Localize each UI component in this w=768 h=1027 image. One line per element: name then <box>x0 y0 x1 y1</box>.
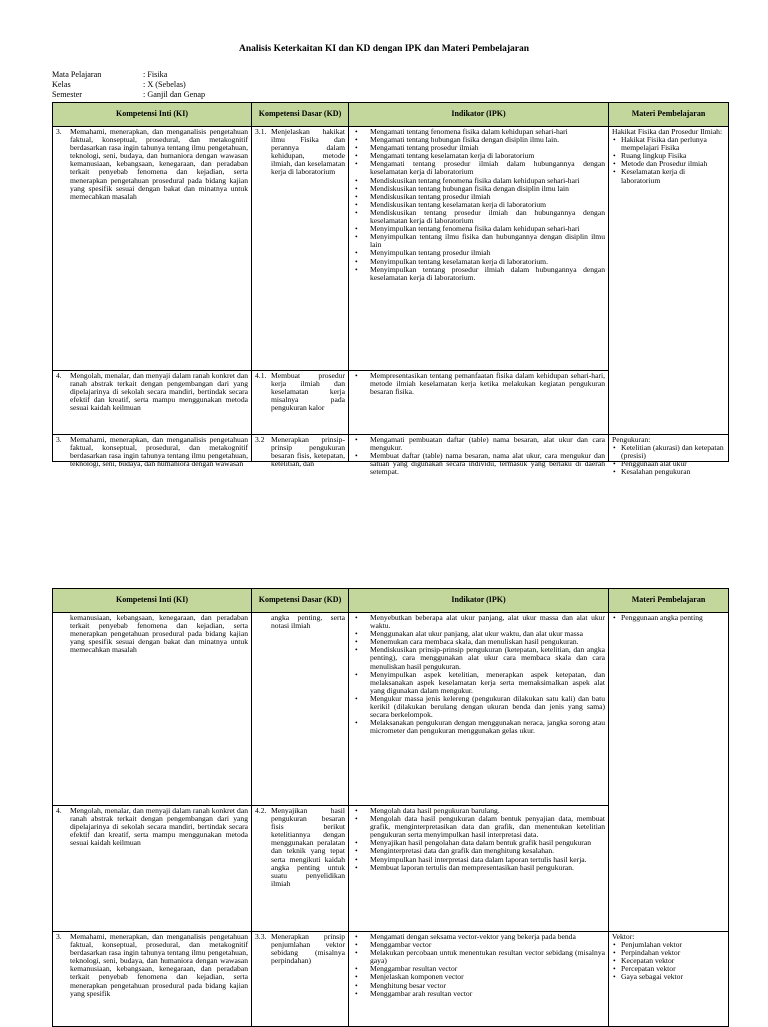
table-row <box>53 613 729 806</box>
list-item: • Penjumlahan vektor <box>612 941 725 949</box>
header-ki: Kompetensi Inti (KI) <box>53 103 252 127</box>
header-materi: Materi Pembelajaran <box>609 103 729 127</box>
kd-text: Membuat prosedur kerja ilmiah dan keselamatan kerja misalnya pada pengukuran kalor <box>271 371 345 413</box>
materi-list <box>612 614 725 622</box>
ipk-list <box>352 128 605 282</box>
ki-cell <box>53 806 252 932</box>
list-item: • Perpindahan vektor <box>612 949 725 957</box>
list-item: • Membuat laporan tertulis dan mempresentasikan hasil pengukuran. <box>352 864 605 872</box>
list-item: • Percepatan vektor <box>612 965 725 973</box>
ki-number: 3. <box>56 435 62 444</box>
table-row <box>53 435 729 462</box>
header-materi: Materi Pembelajaran <box>609 589 729 613</box>
list-item: • Mengamati tentang hubungan fisika dengan disiplin ilmu lain. <box>352 136 605 144</box>
ipk-list <box>352 436 605 476</box>
kd-number: 3.3. <box>255 932 267 941</box>
header-ipk: Indikator (IPK) <box>349 589 609 613</box>
list-item: • Mengamati tentang prosedur ilmiah <box>352 144 605 152</box>
list-item: • Menyimpulkan aspek ketelitian, menerapkan aspek ketepatan, dan melaksanakan aspek keselamatan kerja serta memaksimalkan aspek alat yang digunakan dalam mengukur. <box>352 671 605 695</box>
kd-cell <box>252 127 349 371</box>
meta-label: Mata Pelajaran <box>52 70 102 79</box>
list-item: • Menyimpulkan tentang prosedur ilmiah dalam hubungannya dengan keselamatan kerja di laboratorium. <box>352 266 605 282</box>
list-item: • Penggunaan angka penting <box>612 614 725 622</box>
list-item: • Gaya sebagai vektor <box>612 973 725 981</box>
ki-cell <box>53 435 252 469</box>
ipk-list <box>352 372 605 396</box>
meta-label: Semester <box>52 90 83 99</box>
ki-number: 4. <box>56 806 62 815</box>
list-item: • Mengamati tentang prosedur ilmiah dalam hubungannya dengan keselamatan kerja di laboratorium <box>352 160 605 176</box>
ipk-list <box>352 933 605 998</box>
list-item: • Mendiskusikan tentang prosedur ilmiah <box>352 193 605 201</box>
kd-cell <box>252 613 349 806</box>
kd-number: 3.2 <box>255 435 265 444</box>
list-item: • Menghitung besar vector <box>352 982 605 990</box>
list-item: • Metode dan Prosedur ilmiah <box>612 160 725 168</box>
list-item: • Kecepatan vektor <box>612 957 725 965</box>
list-item: • Mendiskusikan tentang hubungan fisika dengan disiplin ilmu lain <box>352 185 605 193</box>
header-kd: Kompetensi Dasar (KD) <box>252 103 349 127</box>
ki-number: 3. <box>56 127 62 136</box>
list-item: • Ketelitian (akurasi) dan ketepatan (presisi) <box>612 444 725 460</box>
list-item: • Mengolah data hasil pengukuran dalam bentuk penyajian data, membuat grafik, menginterpretasikan data dan grafik, dan menentukan ketelitian pengukuran serta menyimpulkan hasil interpretasi data. <box>352 815 605 839</box>
kd-text: Menyajikan hasil pengukuran besaran fisis berikut ketelitiannya dengan menggunakan peralatan dan teknik yang tepat serta mengikuti kaidah angka penting untuk suatu penyelidikan ilmiah <box>271 806 345 888</box>
ipk-cell <box>349 435 609 477</box>
meta-class <box>52 80 186 89</box>
list-item: • Mengamati tentang keselamatan kerja di laboratorium <box>352 152 605 160</box>
list-item: • Mengamati pembuatan daftar (table) nama besaran, alat ukur dan cara mengukur. <box>352 436 605 452</box>
ki-text: Memahami, menerapkan, dan menganalisis pengetahuan faktual, konseptual, prosedural, dan metakognitif berdasarkan rasa ingin tahunya tentang ilmu pengetahuan, teknologi, seni, budaya, dan humaniora dengan wawasan <box>70 435 248 469</box>
ipk-cell <box>349 613 609 806</box>
list-item: • Melakukan percobaan untuk menentukan resultan vector sebidang (misalnya gaya) <box>352 949 605 965</box>
list-item: • Ruang lingkup Fisika <box>612 152 725 160</box>
ki-cell <box>53 932 252 1027</box>
materi-cell <box>609 127 729 435</box>
ki-cell <box>53 127 252 371</box>
list-item: • Menggunakan alat ukur panjang, alat ukur waktu, dan alat ukur massa <box>352 630 605 638</box>
header-ki: Kompetensi Inti (KI) <box>53 589 252 613</box>
analysis-table-page2 <box>52 588 729 1027</box>
header-ipk: Indikator (IPK) <box>349 103 609 127</box>
list-item: • Menyimpulkan tentang keselamatan kerja di laboratorium. <box>352 258 605 266</box>
kd-number: 4.1. <box>255 371 267 380</box>
list-item: • Menjelaskan komponen vector <box>352 973 605 981</box>
materi-list <box>612 444 725 476</box>
materi-cell <box>609 435 729 477</box>
list-item: • Mendiskusikan tentang prosedur ilmiah dan hubungannya dengan keselamatan kerja di laboratorium <box>352 209 605 225</box>
list-item: • Membuat daftar (table) nama besaran, nama alat ukur, cara mengukur dan satuan yang digunakan secara individu, termasuk yang berlaku di daerah setempat. <box>352 452 605 476</box>
kd-text: Menerapkan prinsip penjumlahan vektor sebidang (misalnya perpindahan) <box>271 932 345 966</box>
analysis-table-page1 <box>52 102 729 477</box>
materi-heading: Vektor: <box>612 932 635 941</box>
kd-text: Menerapkan prinsip-prinsip pengukuran besaran fisis, ketepatan, ketelitian, dan <box>271 435 345 469</box>
meta-semester <box>52 90 205 99</box>
meta-subject <box>52 70 167 79</box>
table-row <box>53 127 729 371</box>
meta-value: : X (Sebelas) <box>143 80 186 89</box>
materi-cell <box>609 932 729 1027</box>
meta-label: Kelas <box>52 80 71 89</box>
kd-cell <box>252 932 349 1027</box>
ipk-cell <box>349 932 609 1027</box>
kd-text: angka penting, serta notasi ilmiah <box>271 613 345 631</box>
ki-text: Mengolah, menalar, dan menyaji dalam ranah konkret dan ranah abstrak terkait dengan pengembangan dari yang dipelajarinya di sekolah secara mandiri, bertindak secara efektif dan kreatif, serta mampu menggunakan metoda sesuai kaidah keilmuan <box>70 806 248 848</box>
list-item: • Keselamatan kerja di laboratorium <box>612 168 725 184</box>
list-item: • Menginterpretasi data dan grafik dan menghitung kesalahan. <box>352 847 605 855</box>
list-item: • Penggunaan alat ukur <box>612 460 725 468</box>
list-item: • Menggambar vector <box>352 941 605 949</box>
ipk-list <box>352 807 605 872</box>
ki-text: Memahami, menerapkan, dan menganalisis pengetahuan faktual, konseptual, prosedural, dan metakognitif berdasarkan rasa ingin tahunya tentang ilmu pengetahuan, teknologi, seni, budaya, dan humaniora dengan wawasan kemanusiaan, kebangsaan, kenegaraan, dan peradaban terkait penyebab fenomena dan kejadian, serta menerapkan pengetahuan prosedural pada bidang kajian yang spesifik sesuai dengan bakat dan minatnya untuk memecahkan masalah <box>70 127 248 201</box>
document-title: Analisis Keterkaitan KI dan KD dengan IPK dan Materi Pembelajaran <box>238 44 530 54</box>
list-item: • Menemukan cara membaca skala, dan menuliskan hasil pengukuran. <box>352 638 605 646</box>
kd-number: 3.1. <box>255 127 267 136</box>
materi-heading: Hakikat Fisika dan Prosedur Ilmiah: <box>612 127 723 136</box>
kd-cell <box>252 435 349 469</box>
kd-cell <box>252 806 349 932</box>
ipk-list <box>352 614 605 735</box>
list-item: • Kesalahan pengukuran <box>612 468 725 476</box>
list-item: • Melaksanakan pengukuran dengan menggunakan neraca, jangka sorong atau micrometer dan pengukuran menggunakan gelas ukur. <box>352 719 605 735</box>
table-row <box>53 932 729 1027</box>
ipk-cell <box>349 371 609 435</box>
ki-text: Mengolah, menalar, dan menyaji dalam ranah konkret dan ranah abstrak terkait dengan pengembangan dari yang dipelajarinya di sekolah secara mandiri, bertindak secara efektif dan kreatif, serta mampu menggunakan metoda sesuai kaidah keilmuan <box>70 371 248 413</box>
meta-value: : Ganjil dan Genap <box>143 90 206 99</box>
list-item: • Menyimpulkan tentang fenomena fisika dalam kehidupan sehari-hari <box>352 225 605 233</box>
materi-list <box>612 941 725 981</box>
ki-cell <box>53 371 252 435</box>
materi-list <box>612 136 725 185</box>
list-item: • Menggambar resultan vector <box>352 965 605 973</box>
ipk-cell <box>349 806 609 932</box>
kd-cell <box>252 371 349 435</box>
kd-text: Menjelaskan hakikat ilmu Fisika dan perannya dalam kehidupan, metode ilmiah, dan keselamatan kerja di laboratorium <box>271 127 345 177</box>
ipk-cell <box>349 127 609 371</box>
list-item: • Mendiskusikan tentang keselamatan kerja di laboratorium <box>352 201 605 209</box>
materi-heading: Pengukuran: <box>612 435 651 444</box>
kd-number: 4.2. <box>255 806 267 815</box>
ki-cell <box>53 613 252 806</box>
list-item: • Menggambar arah resultan vector <box>352 990 605 998</box>
ki-number: 4. <box>56 371 62 380</box>
ki-text: Memahami, menerapkan, dan menganalisis pengetahuan faktual, konseptual, prosedural, dan metakognitif berdasarkan rasa ingin tahunya tentang ilmu pengetahuan, teknologi, seni, budaya, dan humaniora dengan wawasan kemanusiaan, kebangsaan, kenegaraan, dan peradaban terkait penyebab fenomena dan kejadian, serta menerapkan pengetahuan prosedural pada bidang kajian yang spesifik <box>70 932 248 998</box>
header-kd: Kompetensi Dasar (KD) <box>252 589 349 613</box>
list-item: • Hakikat Fisika dan perlunya mempelajari Fisika <box>612 136 725 152</box>
list-item: • Menyimpulkan tentang prosedur ilmiah <box>352 249 605 257</box>
list-item: • Mempresentasikan tentang pemanfaatan fisika dalam kehidupan sehari-hari, metode ilmiah keselamatan kerja ketika melakukan kegiatan pengukuran besaran fisika. <box>352 372 605 396</box>
ki-number: 3. <box>56 932 62 941</box>
list-item: • Mengolah data hasil pengukuran barulang. <box>352 807 605 815</box>
ki-text: kemanusiaan, kebangsaan, kenegaraan, dan peradaban terkait penyebab fenomena dan kejadian, serta menerapkan pengetahuan prosedural pada bidang kajian yang spesifik sesuai dengan bakat dan minatnya untuk memecahkan masalah <box>70 613 248 655</box>
list-item: • Mendiskusikan prinsip-prinsip pengukuran (ketepatan, ketelitian, dan angka penting), cara menggunakan alat ukur cara membaca skala dan cara menuliskan hasil pengukuran. <box>352 646 605 670</box>
list-item: • Mendiskusikan tentang fenomena fisika dalam kehidupan sehari-hari <box>352 177 605 185</box>
list-item: • Menyebutkan beberapa alat ukur panjang, alat ukur massa dan alat ukur waktu. <box>352 614 605 630</box>
list-item: • Mengamati tentang fenomena fisika dalam kehidupan sehari-hari <box>352 128 605 136</box>
list-item: • Menyimpulkan hasil interpretasi data dalam laporan tertulis hasil kerja. <box>352 856 605 864</box>
materi-cell <box>609 613 729 932</box>
list-item: • Mengukur massa jenis kelereng (pengukuran dilakukan satu kali) dan batu kerikil (dilakukan berulang dengan ukuran benda dan jenis yang sama) secara berkelompok. <box>352 695 605 719</box>
list-item: • Menyajikan hasil pengolahan data dalam bentuk grafik hasil pengukuran <box>352 839 605 847</box>
meta-value: : Fisika <box>143 70 168 79</box>
list-item: • Menyimpulkan tentang ilmu fisika dan hubungannya dengan disiplin ilmu lain <box>352 233 605 249</box>
list-item: • Mengamati dengan seksama vector-vektor yang bekerja pada benda <box>352 933 605 941</box>
